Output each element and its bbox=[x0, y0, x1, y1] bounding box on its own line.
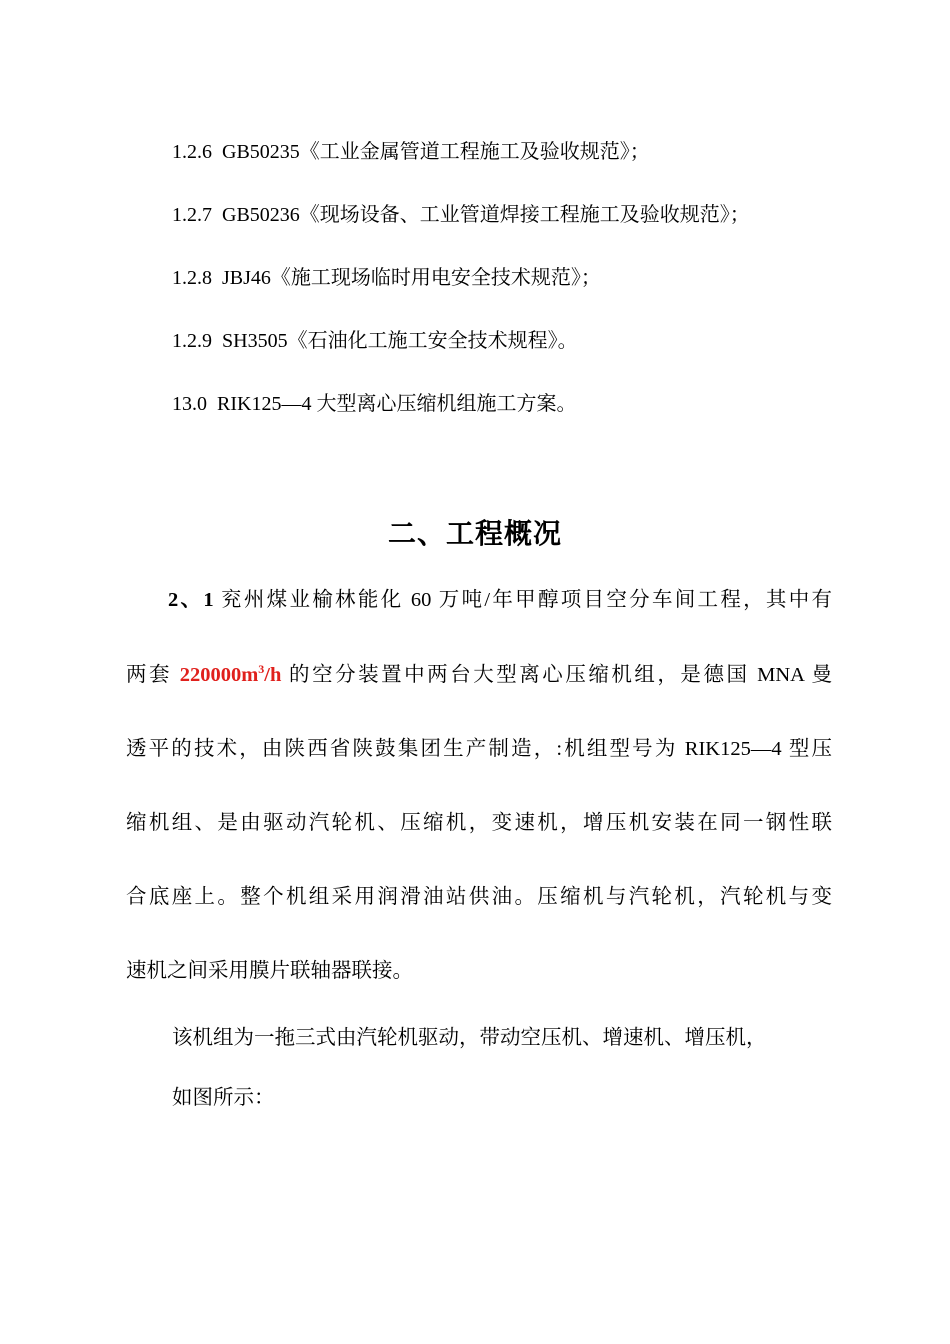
overview-line bbox=[126, 737, 832, 761]
overview-paragraph bbox=[126, 588, 832, 1008]
reference-item bbox=[172, 203, 750, 227]
overview-line bbox=[126, 811, 832, 835]
description-line: 该机组为一拖三式由汽轮机驱动，带动空压机、增速机、增压机， bbox=[172, 1027, 767, 1049]
overview-text: 合底座上。整个机组采用润滑油站供油。压缩机与汽轮机，汽轮机与变 bbox=[126, 886, 832, 908]
flow-rate-unit: /h bbox=[264, 664, 282, 686]
reference-text: GB50236《现场设备、工业管道焊接工程施工及验收规范》； bbox=[222, 204, 750, 226]
overview-text: 兖州煤业榆林能化 60 万吨/年甲醇项目空分车间工程，其中有 bbox=[221, 589, 833, 611]
flow-rate-superscript: 3 bbox=[258, 662, 265, 677]
overview-text: 的空分装置中两台大型离心压缩机组，是德国 MNA 曼 bbox=[289, 664, 833, 686]
overview-text: 缩机组、是由驱动汽轮机、压缩机，变速机，增压机安装在同一钢性联 bbox=[126, 812, 832, 834]
reference-text: GB50235《工业金属管道工程施工及验收规范》； bbox=[222, 141, 650, 163]
flow-rate-value: 220000m bbox=[179, 664, 259, 686]
flow-rate bbox=[180, 664, 282, 686]
overview-text: 透平的技术，由陕西省陕鼓集团生产制造，:机组型号为 RIK125—4 型压 bbox=[126, 738, 832, 760]
reference-item bbox=[172, 329, 578, 353]
overview-text: 速机之间采用膜片联轴器联接。 bbox=[126, 960, 413, 982]
reference-number: 13.0 bbox=[172, 393, 207, 415]
reference-number: 1.2.7 bbox=[172, 204, 212, 226]
reference-item bbox=[172, 266, 601, 290]
section-title: 二、工程概况 bbox=[387, 519, 562, 550]
reference-text: SH3505《石油化工施工安全技术规程》。 bbox=[222, 330, 578, 352]
overview-line bbox=[126, 663, 832, 687]
reference-text: RIK125—4 大型离心压缩机组施工方案。 bbox=[217, 393, 577, 415]
reference-number: 1.2.9 bbox=[172, 330, 212, 352]
reference-number: 1.2.6 bbox=[172, 141, 212, 163]
reference-item bbox=[172, 140, 650, 164]
overview-text: 两套 bbox=[126, 664, 173, 686]
overview-line bbox=[126, 885, 832, 909]
overview-label: 2、1 bbox=[168, 589, 214, 611]
overview-line bbox=[168, 588, 832, 612]
reference-text: JBJ46《施工现场临时用电安全技术规范》； bbox=[222, 267, 601, 289]
reference-number: 1.2.8 bbox=[172, 267, 212, 289]
reference-item bbox=[172, 392, 576, 416]
overview-line bbox=[126, 959, 832, 983]
description-line: 如图所示： bbox=[172, 1087, 275, 1109]
